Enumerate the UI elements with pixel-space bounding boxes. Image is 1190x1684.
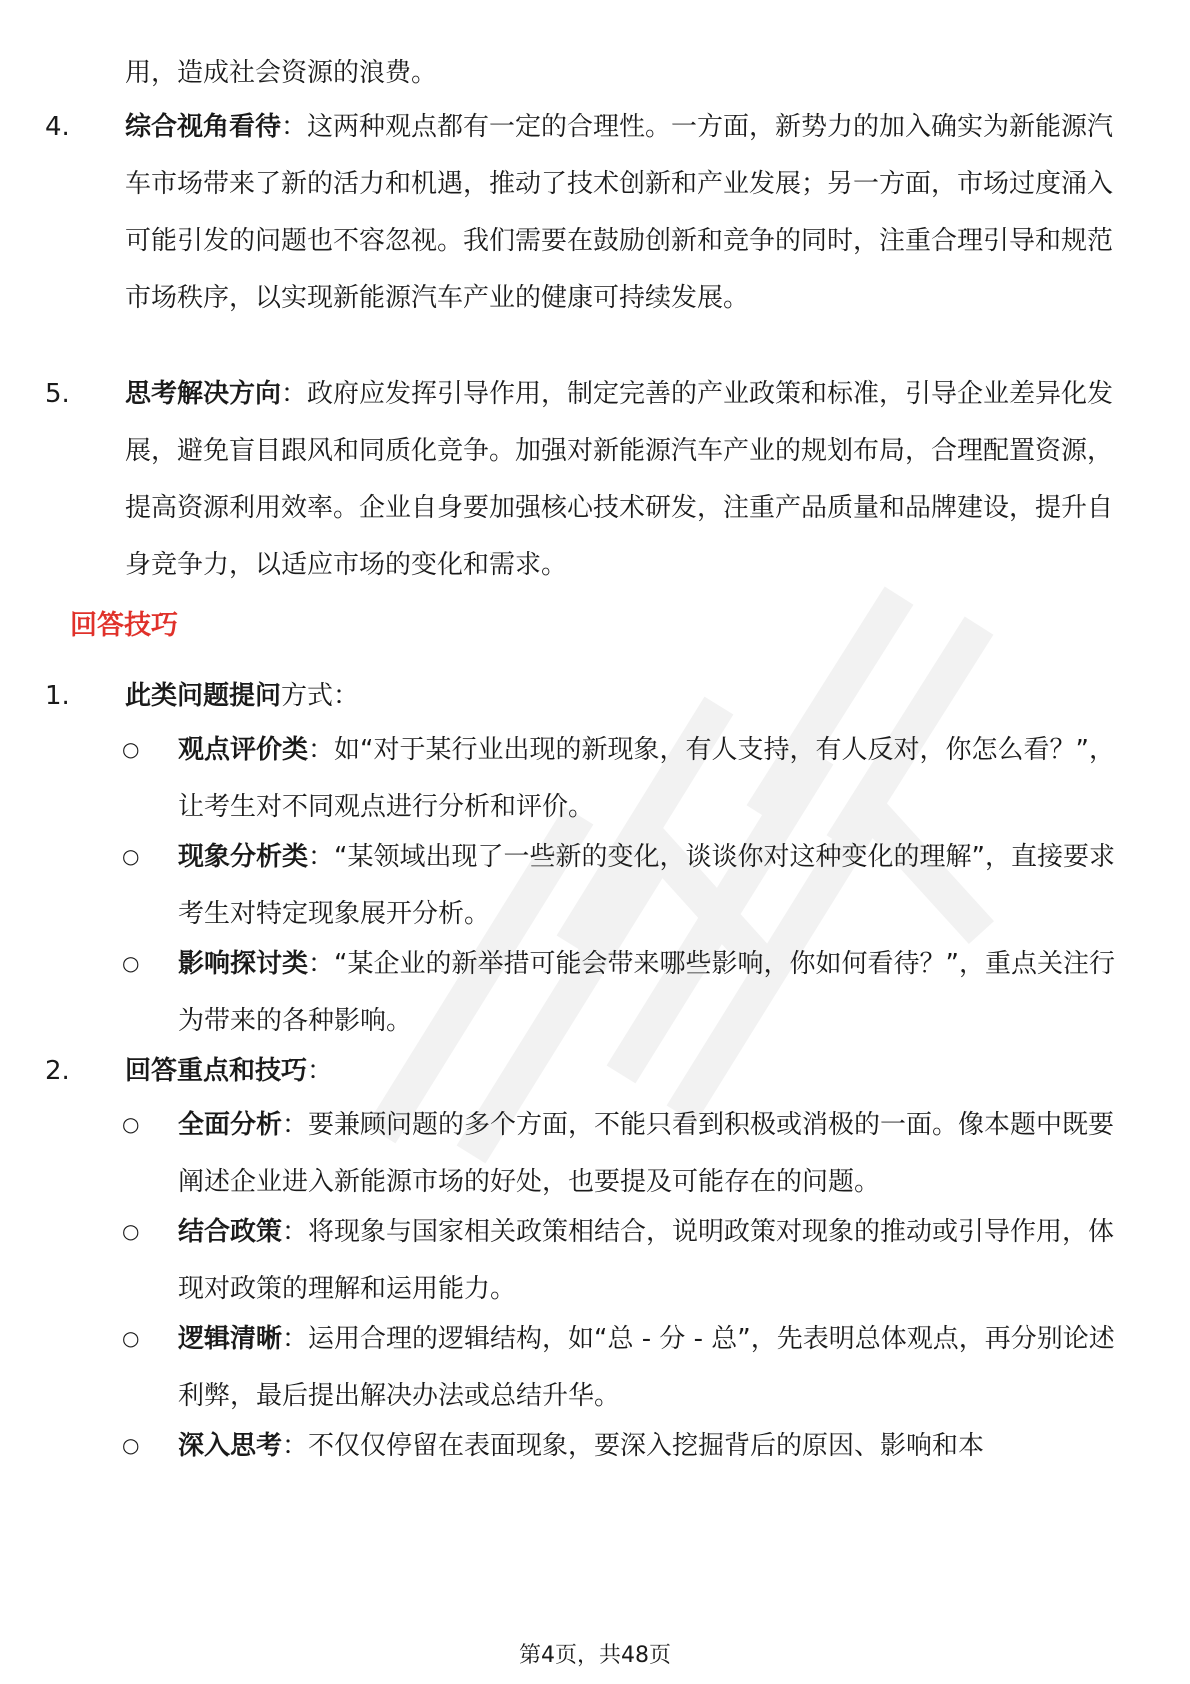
sub-text: ：“某企业的新举措可能会带来哪些影响，你如何看待？”，重点关注行为带来的各种影响。 (178, 949, 1115, 1036)
numbered-item-5 (45, 366, 1135, 594)
continued-paragraph (125, 45, 1135, 102)
hollow-circle-icon: ○ (122, 1219, 140, 1243)
item-lead: 思考解决方向 (125, 379, 282, 409)
hollow-circle-icon: ○ (122, 951, 140, 975)
sub-text: ：运用合理的逻辑结构，如“总 - 分 - 总”，先表明总体观点，再分别论述利弊，最后提出解决办法或总结升华。 (178, 1324, 1115, 1411)
item-number: 2. (45, 1056, 70, 1086)
sub-lead: 影响探讨类 (178, 949, 309, 979)
sub-lead: 深入思考 (178, 1431, 283, 1461)
numbered-item-4 (45, 99, 1135, 327)
item-number: 1. (45, 681, 70, 711)
hollow-circle-icon: ○ (122, 737, 140, 761)
tip-2-sub-2 (122, 1203, 1135, 1318)
paragraph-text: 用，造成社会资源的浪费。 (125, 58, 438, 88)
tip-item-2 (45, 1043, 1135, 1100)
sub-text: ：不仅仅停留在表面现象，要深入挖掘背后的原因、影响和本 (282, 1431, 985, 1461)
page-footer: 第4页，共48页 (519, 1643, 671, 1668)
tip-2-sub-1 (122, 1096, 1135, 1211)
item-lead: 此类问题提问 (125, 681, 282, 711)
hollow-circle-icon: ○ (122, 1112, 140, 1136)
sub-lead: 逻辑清晰 (178, 1324, 283, 1354)
item-lead: 综合视角看待 (125, 112, 282, 142)
sub-text: ：如“对于某行业出现的新现象，有人支持，有人反对，你怎么看？”，让考生对不同观点进行分析和评价。 (178, 735, 1115, 822)
sub-text: ：将现象与国家相关政策相结合，说明政策对现象的推动或引导作用，体现对政策的理解和运用能力。 (178, 1217, 1115, 1304)
hollow-circle-icon: ○ (122, 1433, 140, 1457)
sub-lead: 现象分析类 (178, 842, 309, 872)
item-tail: ： (307, 1056, 334, 1086)
item-number: 5. (45, 379, 70, 409)
item-text: ：这两种观点都有一定的合理性。一方面，新势力的加入确实为新能源汽车市场带来了新的活力和机遇，推动了技术创新和产业发展；另一方面，市场过度涌入可能引发的问题也不容忽视。我们需要在鼓励创新和竞争的同时，注重合理引导和规范市场秩序，以实现新能源汽车产业的健康可持续发展。 (125, 112, 1114, 313)
item-text: ：政府应发挥引导作用，制定完善的产业政策和标准，引导企业差异化发展，避免盲目跟风和同质化竞争。加强对新能源汽车产业的规划布局，合理配置资源，提高资源利用效率。企业自身要加强核心技术研发，注重产品质量和品牌建设，提升自身竞争力，以适应市场的变化和需求。 (125, 379, 1114, 580)
sub-lead: 全面分析 (178, 1110, 283, 1140)
sub-lead: 结合政策 (178, 1217, 283, 1247)
sub-lead: 观点评价类 (178, 735, 309, 765)
item-lead: 回答重点和技巧 (125, 1056, 308, 1086)
tip-item-1 (45, 668, 1135, 725)
tip-1-sub-2 (122, 828, 1135, 943)
hollow-circle-icon: ○ (122, 844, 140, 868)
section-heading: 回答技巧 (70, 610, 178, 641)
item-number: 4. (45, 112, 70, 142)
tip-1-sub-3 (122, 935, 1135, 1050)
sub-text: ：“某领域出现了一些新的变化，谈谈你对这种变化的理解”，直接要求考生对特定现象展开分析。 (178, 842, 1115, 929)
item-tail: 方式： (281, 681, 360, 711)
sub-text: ：要兼顾问题的多个方面，不能只看到积极或消极的一面。像本题中既要阐述企业进入新能源市场的好处，也要提及可能存在的问题。 (178, 1110, 1115, 1197)
tip-2-sub-4 (122, 1417, 1135, 1475)
tip-1-sub-1 (122, 721, 1135, 836)
tip-2-sub-3 (122, 1310, 1135, 1425)
hollow-circle-icon: ○ (122, 1326, 140, 1350)
